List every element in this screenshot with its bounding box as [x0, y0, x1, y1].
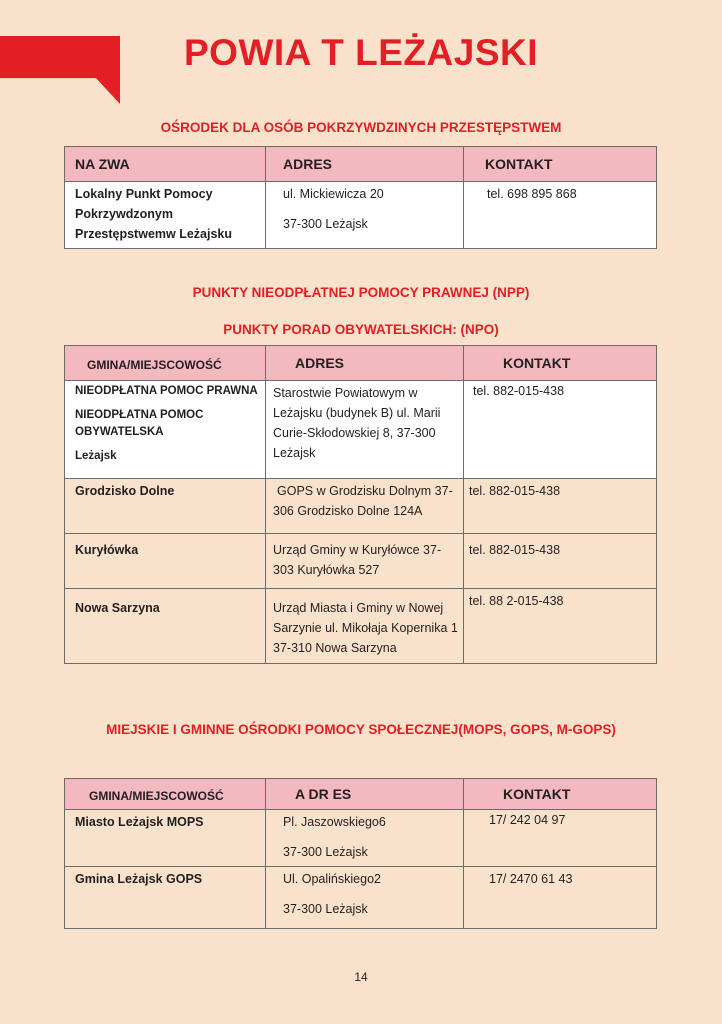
- row-address: Urząd Gminy w Kuryłówce 37-303 Kuryłówka 527: [273, 543, 442, 577]
- row-name: Kuryłówka: [75, 543, 139, 557]
- row-name: Miasto Leżajsk MOPS: [75, 815, 204, 829]
- header-name: NA ZWA: [75, 156, 130, 172]
- row-name: NIEODPŁATNA POMOC PRAWNA NIEODPŁATNA POMOC OBYWATELSKA Leżajsk: [75, 385, 258, 462]
- page-title: POWIA T LEŻAJSKI: [183, 32, 539, 73]
- row-address: Urząd Miasta i Gminy w Nowej Sarzynie ul. Mikołaja Kopernika 1 37-310 Nowa Sarzyna: [273, 601, 458, 655]
- table-header-row: [65, 346, 656, 380]
- section2-title-npo: PUNKTY PORAD OBYWATELSKICH: (NPO): [223, 322, 499, 337]
- row-contact: tel. 88 2-015-438: [469, 594, 564, 608]
- section2-title-npp: PUNKTY NIEODPŁATNEJ POMOCY PRAWNEJ (NPP): [192, 285, 530, 300]
- header-contact: KONTAKT: [503, 355, 571, 371]
- header-address: A DR ES: [295, 786, 352, 802]
- row-contact: tel. 882-015-438: [469, 543, 561, 557]
- table-row: [65, 809, 656, 866]
- table-row: [65, 380, 656, 478]
- row-name: Grodzisko Dolne: [75, 484, 175, 498]
- social-welfare-table: [64, 778, 657, 929]
- section1-title: OŚRODEK DLA OSÓB POKRZYWDZINYCH PRZESTĘPSTWEM: [160, 120, 562, 135]
- header-municipality: GMINA/MIEJSCOWOŚĆ: [89, 789, 224, 803]
- table-row: [65, 588, 656, 663]
- row-name: Nowa Sarzyna: [75, 601, 160, 615]
- table-header-row: [65, 147, 656, 181]
- header-address: ADRES: [295, 355, 345, 371]
- row-address: Starostwie Powiatowym w Leżajsku (budynek B) ul. Marii Curie-Skłodowskiej 8, 37-300 Leżajsk: [273, 386, 441, 460]
- row-contact: tel. 882-015-438: [469, 484, 561, 498]
- row-contact: 17/ 242 04 97: [489, 813, 566, 827]
- row-contact: tel. 698 895 868: [487, 187, 577, 201]
- row-contact: 17/ 2470 61 43: [489, 872, 573, 886]
- row-address: Pl. Jaszowskiego6 37-300 Leżajsk: [283, 815, 386, 859]
- page-number: 14: [354, 970, 368, 984]
- table-row: [65, 478, 656, 533]
- row-address: Ul. Opalińskiego2 37-300 Leżajsk: [283, 872, 381, 916]
- row-name: Lokalny Punkt Pomocy Pokrzywdzonym Przestępstwemw Leżajsku: [75, 187, 233, 241]
- header-municipality: GMINA/MIEJSCOWOŚĆ: [87, 358, 222, 372]
- header-contact: KONTAKT: [485, 156, 553, 172]
- header-address: ADRES: [283, 156, 333, 172]
- table-row: [65, 533, 656, 588]
- row-address: ul. Mickiewicza 20 37-300 Leżajsk: [283, 187, 384, 231]
- header-contact: KONTAKT: [503, 786, 571, 802]
- row-contact: tel. 882-015-438: [473, 384, 565, 398]
- victims-center-table: [64, 146, 657, 249]
- table-row: [65, 866, 656, 928]
- section3-title: MIEJSKIE I GMINNE OŚRODKI POMOCY SPOŁECZNEJ(MOPS, GOPS, M-GOPS): [106, 722, 616, 737]
- row-name: Gmina Leżajsk GOPS: [75, 872, 203, 886]
- row-address: GOPS w Grodzisku Dolnym 37-306 Grodzisko Dolne 124A: [273, 484, 453, 518]
- table-row: [65, 181, 656, 248]
- table-header-row: [65, 779, 656, 809]
- legal-aid-table: [64, 345, 657, 664]
